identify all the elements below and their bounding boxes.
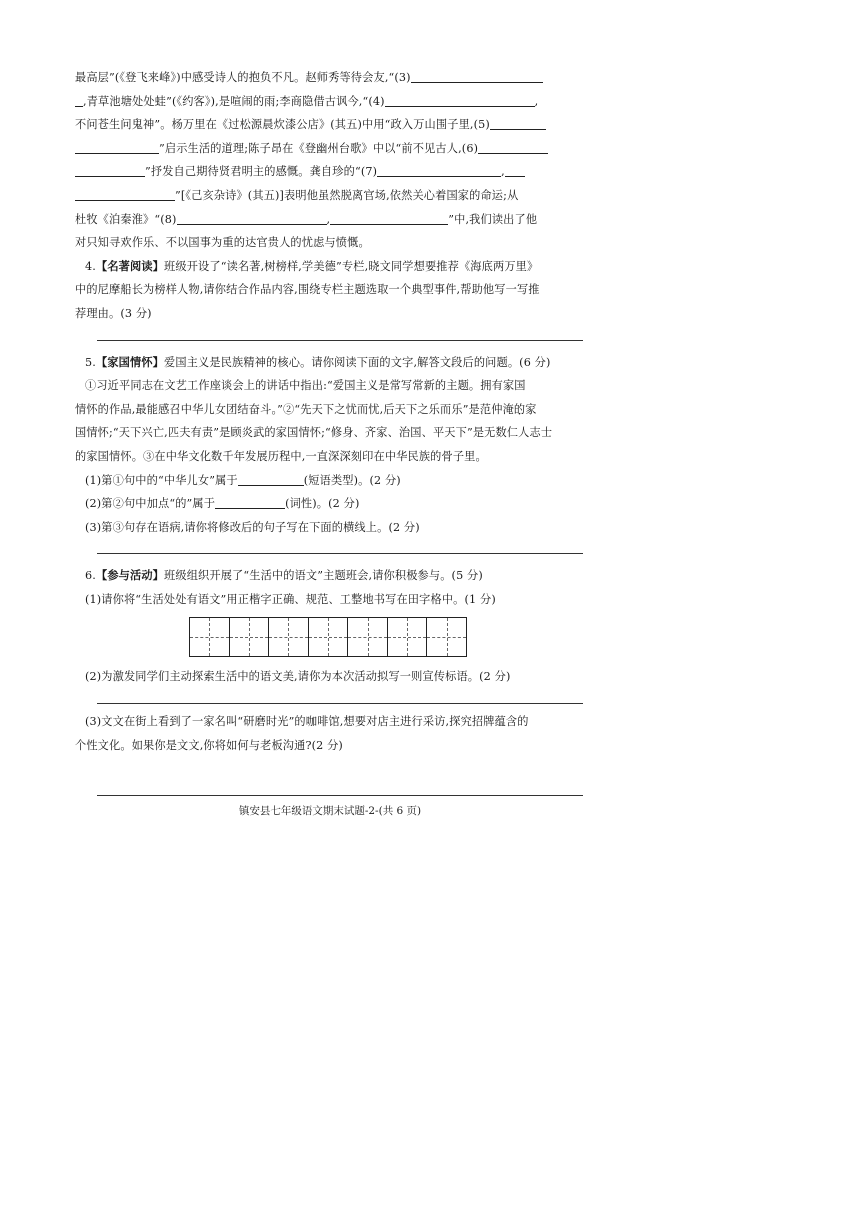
- q5-passage-4: 的家国情怀。③在中华文化数千年发展历程中,一直深深刻印在中华民族的骨子里。: [75, 449, 487, 463]
- q6-sub-1: (1)请你将“生活处处有语文”用正楷字正确、规范、工整地书写在田字格中。(1 分): [85, 592, 496, 606]
- text: 杜牧《泊秦淮》“(8): [75, 212, 177, 226]
- answer-blank-6b[interactable]: [75, 162, 145, 177]
- grid-cell[interactable]: [426, 618, 466, 656]
- footer-answer-line[interactable]: [97, 795, 583, 796]
- text: 班级开设了“读名著,树榜样,学美德”专栏,晓文同学想要推荐《海底两万里》: [164, 259, 539, 273]
- q5-sub-3: (3)第③句存在语病,请你将修改后的句子写在下面的横线上。(2 分): [85, 520, 420, 534]
- answer-blank-5-2[interactable]: [215, 494, 285, 509]
- tianzige-grid[interactable]: [189, 617, 467, 657]
- question-number: 6.: [85, 569, 96, 583]
- grid-cell[interactable]: [229, 618, 269, 656]
- text: ”中,我们读出了他: [448, 212, 538, 226]
- text: 班级组织开展了“生活中的语文”主题班会,请你积极参与。(5 分): [164, 569, 483, 583]
- text: 不问苍生问鬼神”。杨万里在《过松源晨炊漆公店》(其五)中用“政入万山围子里,(5): [75, 118, 490, 132]
- q5-sub-2: [85, 492, 583, 516]
- exam-page: [75, 66, 583, 757]
- q4-line-1: [85, 255, 583, 279]
- text: 爱国主义是民族精神的核心。请你阅读下面的文字,解答文段后的问题。(6 分): [164, 355, 551, 369]
- poem-line-5: [75, 160, 583, 184]
- q4-line-2: 中的尼摩船长为榜样人物,请你结合作品内容,围绕专栏主题选取一个典型事件,帮助他写一写推: [75, 283, 540, 297]
- answer-blank-7c[interactable]: [75, 186, 175, 201]
- answer-blank-5-1[interactable]: [238, 471, 304, 486]
- text: ”启示生活的道理;陈子昂在《登幽州台歌》中以“前不见古人,(6): [159, 141, 479, 155]
- q5-passage-1: ①习近平同志在文艺工作座谈会上的讲话中指出:“爱国主义是常写常新的主题。拥有家国: [85, 379, 526, 393]
- answer-blank-6a[interactable]: [478, 139, 548, 154]
- question-number: 5.: [85, 355, 96, 369]
- text: 最高层”(《登飞来峰》)中感受诗人的抱负不凡。赵师秀等待会友,“(3): [75, 71, 411, 84]
- q6-sub-2: (2)为激发同学们主动探索生活中的语文美,请你为本次活动拟写一则宣传标语。(2 分): [85, 670, 511, 684]
- dotted-character: 的: [513, 402, 526, 416]
- question-tag: 【名著阅读】: [95, 258, 165, 273]
- grid-cell[interactable]: [268, 618, 308, 656]
- answer-blank-7a[interactable]: [377, 162, 501, 177]
- text: ”[《己亥杂诗》(其五)]表明他虽然脱离官场,依然关心着国家的命运;从: [175, 188, 519, 202]
- q5-sub-1: [85, 469, 583, 493]
- poem-line-3: [75, 113, 583, 137]
- q5-passage-2: [75, 398, 583, 422]
- text: (1)第①句中的“中华儿女”属于: [85, 473, 238, 487]
- answer-blank-8a[interactable]: [177, 210, 327, 225]
- question-tag: 【参与活动】: [95, 568, 165, 583]
- q4-line-3: 荐理由。(3 分): [75, 306, 152, 320]
- poem-line-7: [75, 208, 583, 232]
- poem-line-1: [75, 66, 583, 90]
- poem-line-2: [75, 90, 583, 114]
- answer-blank-3b[interactable]: [75, 92, 83, 107]
- poem-line-6: [75, 184, 583, 208]
- answer-blank-5a[interactable]: [490, 115, 546, 130]
- q6-sub-3b: 个性文化。如果你是文文,你将如何与老板沟通?(2 分): [75, 738, 343, 752]
- text: 家: [525, 402, 537, 416]
- answer-blank-5b[interactable]: [75, 139, 159, 154]
- page-footer: 镇安县七年级语文期末试题-2-(共 6 页): [238, 805, 422, 817]
- text: (2)第②句中加点“的”属于: [85, 497, 216, 511]
- text: ,: [534, 94, 539, 108]
- answer-blank-8b[interactable]: [330, 210, 448, 225]
- grid-cell[interactable]: [347, 618, 387, 656]
- answer-blank-4a[interactable]: [385, 92, 535, 107]
- q5-line-1: [85, 351, 583, 375]
- question-number: 4.: [85, 259, 96, 273]
- q6-line-1: [85, 564, 583, 588]
- text: ”抒发自己期待贤君明主的感慨。龚自珍的“(7): [145, 165, 378, 179]
- text: ,: [501, 165, 505, 179]
- text: (短语类型)。(2 分): [303, 473, 401, 487]
- answer-blank-7b[interactable]: [505, 162, 525, 177]
- answer-blank-3a[interactable]: [411, 68, 543, 83]
- poem-line-8: 对只知寻欢作乐、不以国事为重的达官贵人的忧虑与愤慨。: [75, 236, 370, 250]
- q6-sub-3a: (3)文文在街上看到了一家名叫“研磨时光”的咖啡馆,想要对店主进行采访,探究招牌蕴含的: [85, 715, 529, 729]
- grid-cell[interactable]: [308, 618, 348, 656]
- question-tag: 【家国情怀】: [95, 354, 165, 369]
- text: 情怀的作品,最能感召中华儿女团结奋斗。”②“先天下之忧而忧,后天下之乐而乐”是范仲淹: [75, 402, 514, 416]
- text: ,青草池塘处处蛙”(《约客》),是喧闹的雨;李商隐借古讽今,“(4): [83, 94, 385, 108]
- q5-passage-3: 国情怀;“天下兴亡,匹夫有责”是顾炎武的家国情怀;“修身、齐家、治国、平天下”是无数仁人志士: [75, 426, 553, 440]
- grid-cell[interactable]: [387, 618, 427, 656]
- text: ,: [326, 212, 331, 226]
- poem-line-4: [75, 137, 583, 161]
- text: (词性)。(2 分): [285, 497, 360, 511]
- grid-cell[interactable]: [190, 618, 229, 656]
